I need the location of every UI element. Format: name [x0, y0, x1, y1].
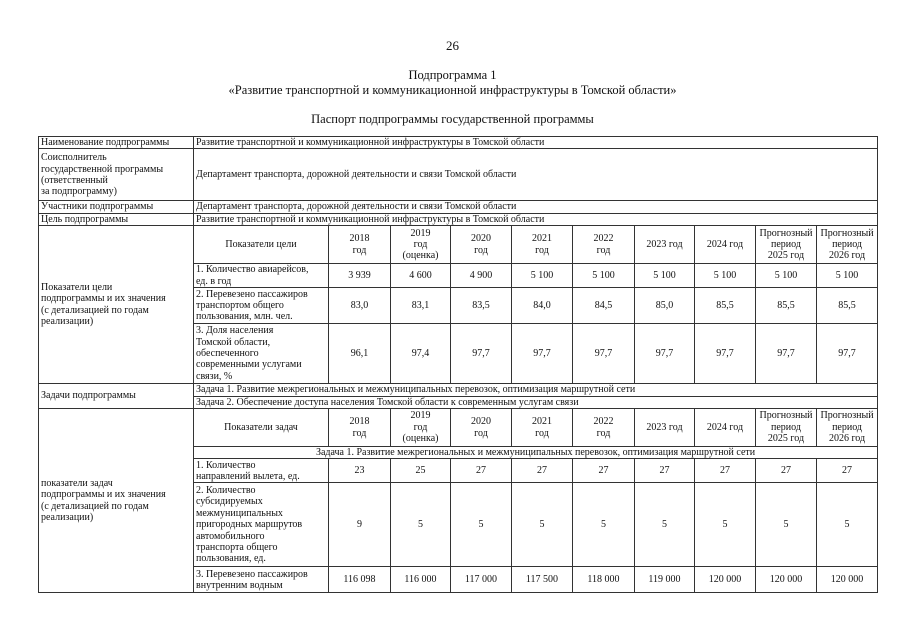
indicator-value: 5: [756, 483, 817, 567]
indicator-value: 117 500: [512, 567, 573, 593]
year-header: Прогнозный период 2025 год: [756, 226, 817, 264]
subprogram-title: Подпрограмма 1: [408, 68, 497, 82]
task-indicator-header: Показатели задач: [194, 409, 329, 447]
indicator-value: 120 000: [817, 567, 878, 593]
indicator-value: 84,0: [512, 288, 573, 324]
subprogram-name: «Развитие транспортной и коммуникационной инфраструктуры в Томской области»: [228, 83, 677, 97]
year-header: 2021 год: [512, 409, 573, 447]
indicator-value: 85,5: [817, 288, 878, 324]
indicator-value: 120 000: [695, 567, 756, 593]
name-value: Развитие транспортной и коммуникационной инфраструктуры в Томской области: [194, 137, 878, 149]
task-item: Задача 2. Обеспечение доступа населения Томской области к современным услугам связи: [194, 396, 878, 408]
indicator-value: 27: [695, 459, 756, 483]
indicator-value: 5: [512, 483, 573, 567]
indicator-value: 97,7: [756, 324, 817, 384]
indicator-name: 2. Количество субсидируемых межмуниципальных пригородных маршрутов автомобильного транспорта общего пользования, ед.: [194, 483, 329, 567]
indicator-value: 118 000: [573, 567, 635, 593]
indicator-value: 5 100: [756, 264, 817, 288]
task-subheader: Задача 1. Развитие межрегиональных и межмуниципальных перевозок, оптимизация маршрутной сети: [194, 447, 878, 459]
year-header: 2020 год: [451, 226, 512, 264]
indicator-value: 84,5: [573, 288, 635, 324]
indicator-value: 120 000: [756, 567, 817, 593]
row-name: [39, 137, 878, 149]
indicator-value: 97,7: [817, 324, 878, 384]
indicator-value: 119 000: [635, 567, 695, 593]
year-header: 2021 год: [512, 226, 573, 264]
year-header: 2023 год: [635, 226, 695, 264]
indicator-value: 5: [451, 483, 512, 567]
task-indicators-label: показатели задач подпрограммы и их значения (с детализацией по годам реализации): [39, 409, 194, 593]
year-header: Прогнозный период 2026 год: [817, 226, 878, 264]
year-header: 2023 год: [635, 409, 695, 447]
year-header: 2020 год: [451, 409, 512, 447]
indicator-value: 117 000: [451, 567, 512, 593]
indicator-value: 3 939: [329, 264, 391, 288]
indicator-name: 1. Количество направлений вылета, ед.: [194, 459, 329, 483]
indicator-value: 116 098: [329, 567, 391, 593]
indicator-value: 97,4: [391, 324, 451, 384]
indicator-value: 116 000: [391, 567, 451, 593]
indicator-value: 27: [451, 459, 512, 483]
year-header: 2019 год (оценка): [391, 226, 451, 264]
year-header: 2018 год: [329, 409, 391, 447]
indicator-value: 27: [817, 459, 878, 483]
indicator-value: 85,5: [756, 288, 817, 324]
task-indicators-header: [39, 409, 878, 447]
year-header: 2018 год: [329, 226, 391, 264]
indicator-value: 25: [391, 459, 451, 483]
indicator-value: 97,7: [695, 324, 756, 384]
task-item: Задача 1. Развитие межрегиональных и межмуниципальных перевозок, оптимизация маршрутной сети: [194, 384, 878, 396]
row-goal: [39, 213, 878, 225]
indicator-value: 5: [635, 483, 695, 567]
indicator-value: 96,1: [329, 324, 391, 384]
indicator-value: 5 100: [817, 264, 878, 288]
indicator-value: 5: [391, 483, 451, 567]
row-participants: [39, 201, 878, 213]
indicator-value: 97,7: [512, 324, 573, 384]
indicator-value: 83,0: [329, 288, 391, 324]
tasks-label: Задачи подпрограммы: [39, 384, 194, 409]
indicator-value: 97,7: [573, 324, 635, 384]
indicator-value: 83,1: [391, 288, 451, 324]
indicator-value: 85,5: [695, 288, 756, 324]
indicator-value: 23: [329, 459, 391, 483]
indicator-value: 4 600: [391, 264, 451, 288]
name-label: Наименование подпрограммы: [39, 137, 194, 149]
indicator-name: 3. Доля населения Томской области, обеспеченного современными услугами связи, %: [194, 324, 329, 384]
goal-indicators-label: Показатели цели подпрограммы и их значения (с детализацией по годам реализации): [39, 226, 194, 384]
goal-value: Развитие транспортной и коммуникационной инфраструктуры в Томской области: [194, 213, 878, 225]
year-header: Прогнозный период 2025 год: [756, 409, 817, 447]
indicator-value: 5: [695, 483, 756, 567]
participants-value: Департамент транспорта, дорожной деятельности и связи Томской области: [194, 201, 878, 213]
indicator-value: 27: [573, 459, 635, 483]
indicator-value: 5 100: [512, 264, 573, 288]
participants-label: Участники подпрограммы: [39, 201, 194, 213]
indicator-value: 27: [512, 459, 573, 483]
indicator-value: 4 900: [451, 264, 512, 288]
year-header: 2024 год: [695, 409, 756, 447]
indicator-value: 97,7: [451, 324, 512, 384]
indicator-value: 27: [635, 459, 695, 483]
year-header: 2024 год: [695, 226, 756, 264]
indicator-value: 5: [573, 483, 635, 567]
coexecutor-value: Департамент транспорта, дорожной деятельности и связи Томской области: [194, 149, 878, 201]
indicator-value: 5 100: [695, 264, 756, 288]
indicator-value: 5 100: [573, 264, 635, 288]
indicator-value: 97,7: [635, 324, 695, 384]
indicator-name: 3. Перевезено пассажиров внутренним водным: [194, 567, 329, 593]
page-number: 26: [446, 38, 459, 53]
indicator-name: 2. Перевезено пассажиров транспортом общего пользования, млн. чел.: [194, 288, 329, 324]
passport-title: Паспорт подпрограммы государственной программы: [311, 112, 594, 126]
year-header: Прогнозный период 2026 год: [817, 409, 878, 447]
indicator-name: 1. Количество авиарейсов, ед. в год: [194, 264, 329, 288]
goal-label: Цель подпрограммы: [39, 213, 194, 225]
indicator-value: 85,0: [635, 288, 695, 324]
indicator-value: 5 100: [635, 264, 695, 288]
year-header: 2019 год (оценка): [391, 409, 451, 447]
goal-indicator-header: Показатели цели: [194, 226, 329, 264]
indicator-value: 27: [756, 459, 817, 483]
coexecutor-label: Соисполнитель государственной программы (ответственный за подпрограмму): [39, 149, 194, 201]
passport-table: [38, 136, 878, 593]
row-tasks: [39, 384, 878, 396]
indicator-value: 83,5: [451, 288, 512, 324]
indicator-value: 5: [817, 483, 878, 567]
row-coexecutor: [39, 149, 878, 201]
year-header: 2022 год: [573, 226, 635, 264]
indicator-value: 9: [329, 483, 391, 567]
goal-indicators-header: [39, 226, 878, 264]
year-header: 2022 год: [573, 409, 635, 447]
